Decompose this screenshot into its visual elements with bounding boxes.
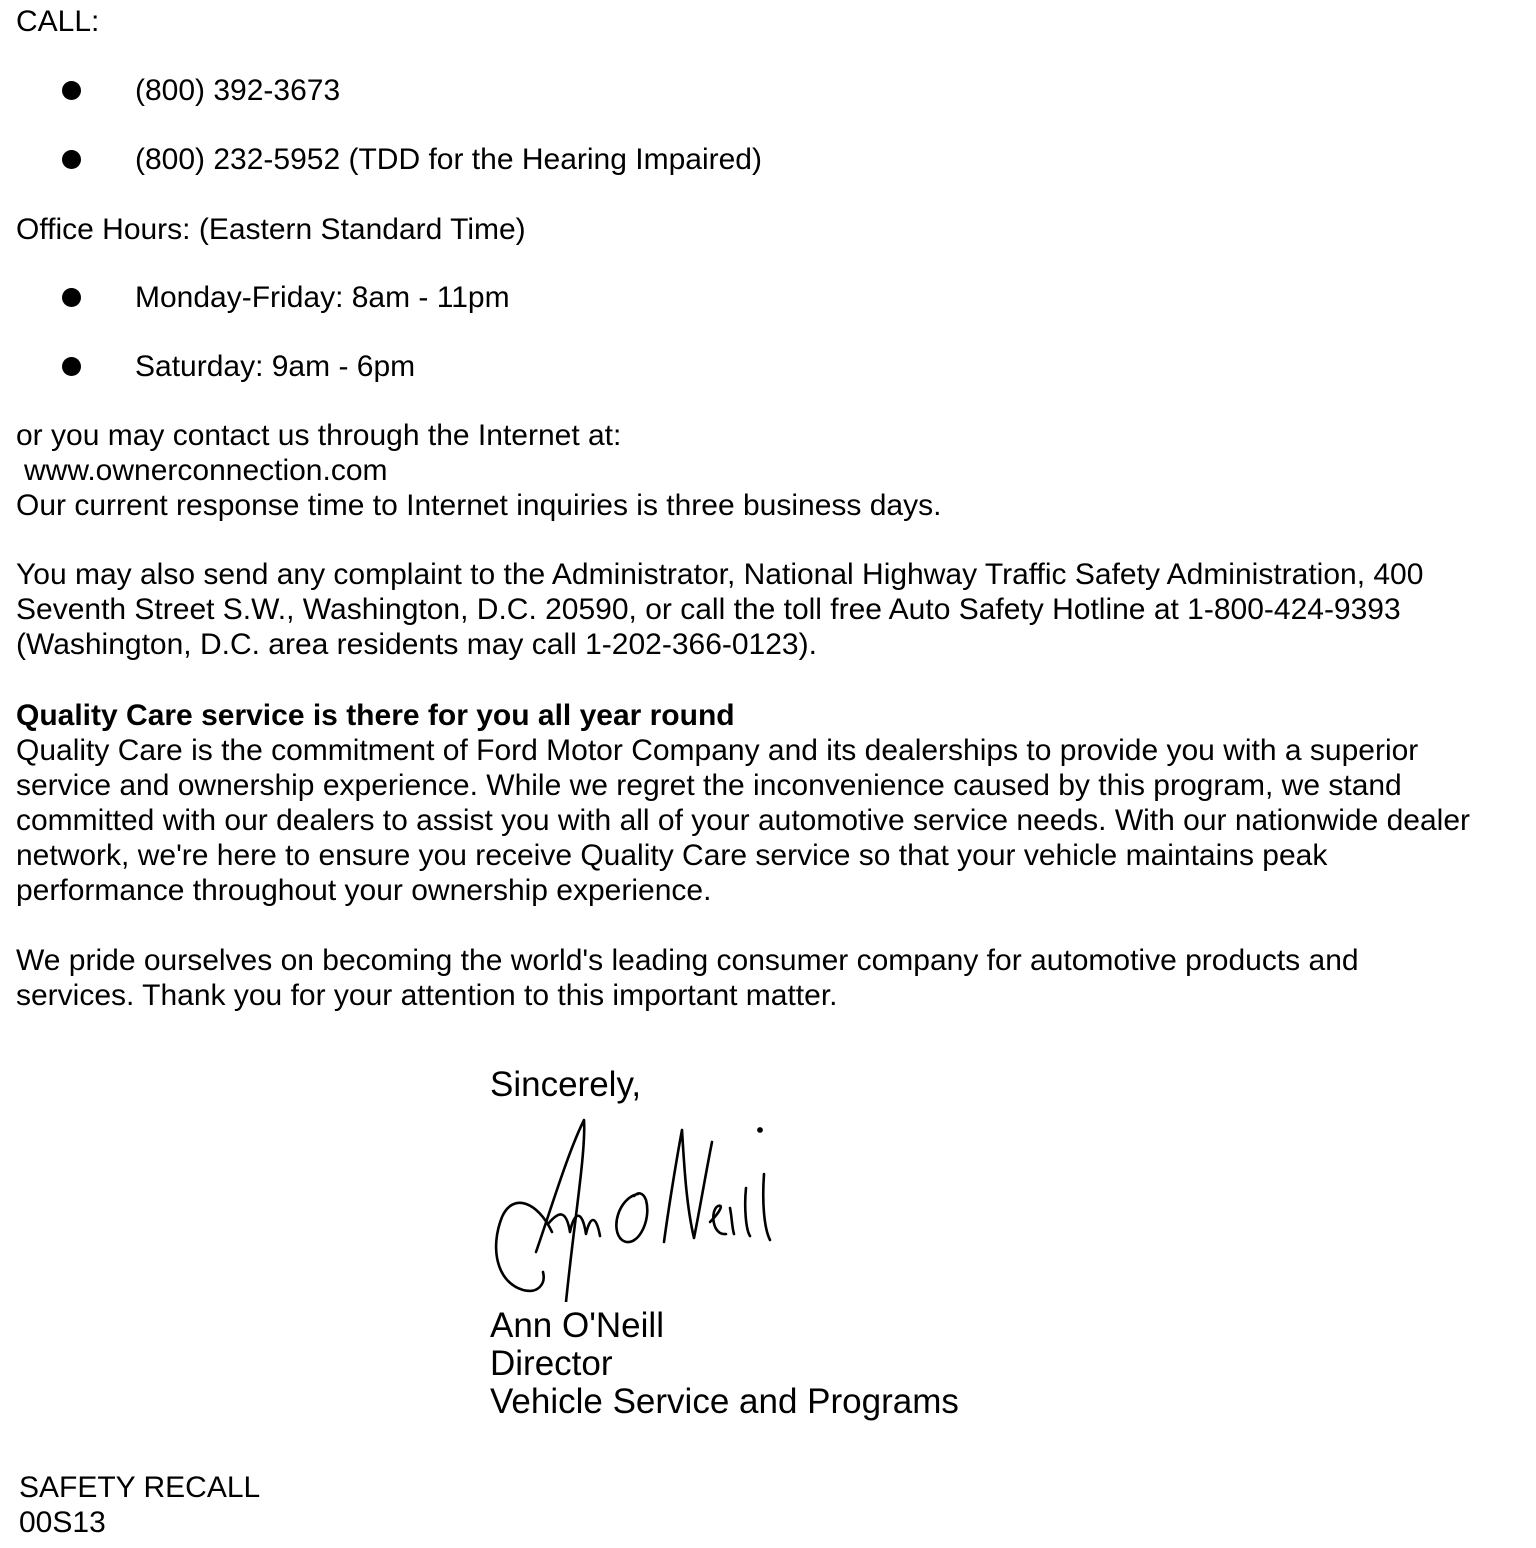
complaint-line: You may also send any complaint to the Administrator, National Highway Traffic Safety Administration, 400 [16, 558, 1424, 591]
safety-recall-label: SAFETY RECALL [19, 1471, 261, 1504]
office-hours-heading: Office Hours: (Eastern Standard Time) [16, 213, 526, 246]
tdd-phone-number: (800) 232-5952 (TDD for the Hearing Impaired) [135, 143, 762, 176]
call-heading: CALL: [16, 5, 100, 38]
closing-paragraph-line: We pride ourselves on becoming the world's leading consumer company for automotive products and [16, 944, 1359, 977]
quality-care-line: service and ownership experience. While we regret the inconvenience caused by this program, we stand [16, 769, 1402, 802]
phone-number: (800) 392-3673 [135, 74, 341, 107]
weekday-hours: Monday-Friday: 8am - 11pm [135, 281, 510, 314]
bullet-icon [62, 150, 81, 169]
quality-care-line: performance throughout your ownership experience. [16, 874, 712, 907]
signer-title: Director [490, 1344, 613, 1383]
saturday-hours: Saturday: 9am - 6pm [135, 350, 416, 383]
closing-paragraph-line: services. Thank you for your attention to this important matter. [16, 979, 838, 1012]
bullet-icon [62, 357, 81, 376]
bullet-icon [62, 288, 81, 307]
quality-care-line: committed with our dealers to assist you with all of your automotive service needs. With our nationwide dealer [16, 804, 1471, 837]
bullet-icon [62, 81, 81, 100]
handwritten-signature [488, 1112, 788, 1302]
quality-care-line: Quality Care is the commitment of Ford Motor Company and its dealerships to provide you with a superior [16, 734, 1419, 767]
signer-department: Vehicle Service and Programs [490, 1382, 959, 1421]
quality-care-line: network, we're here to ensure you receive Quality Care service so that your vehicle maintains peak [16, 839, 1328, 872]
quality-care-heading: Quality Care service is there for you all year round [16, 699, 735, 732]
website-url: www.ownerconnection.com [24, 454, 388, 487]
internet-intro: or you may contact us through the Internet at: [16, 419, 622, 452]
signer-name: Ann O'Neill [490, 1306, 664, 1345]
internet-response-time: Our current response time to Internet inquiries is three business days. [16, 489, 942, 522]
recall-number: 00S13 [19, 1506, 106, 1539]
sincerely-closing: Sincerely, [490, 1065, 642, 1104]
complaint-line: (Washington, D.C. area residents may call 1-202-366-0123). [16, 628, 817, 661]
complaint-line: Seventh Street S.W., Washington, D.C. 20590, or call the toll free Auto Safety Hotline at 1-800-424-9393 [16, 593, 1401, 626]
